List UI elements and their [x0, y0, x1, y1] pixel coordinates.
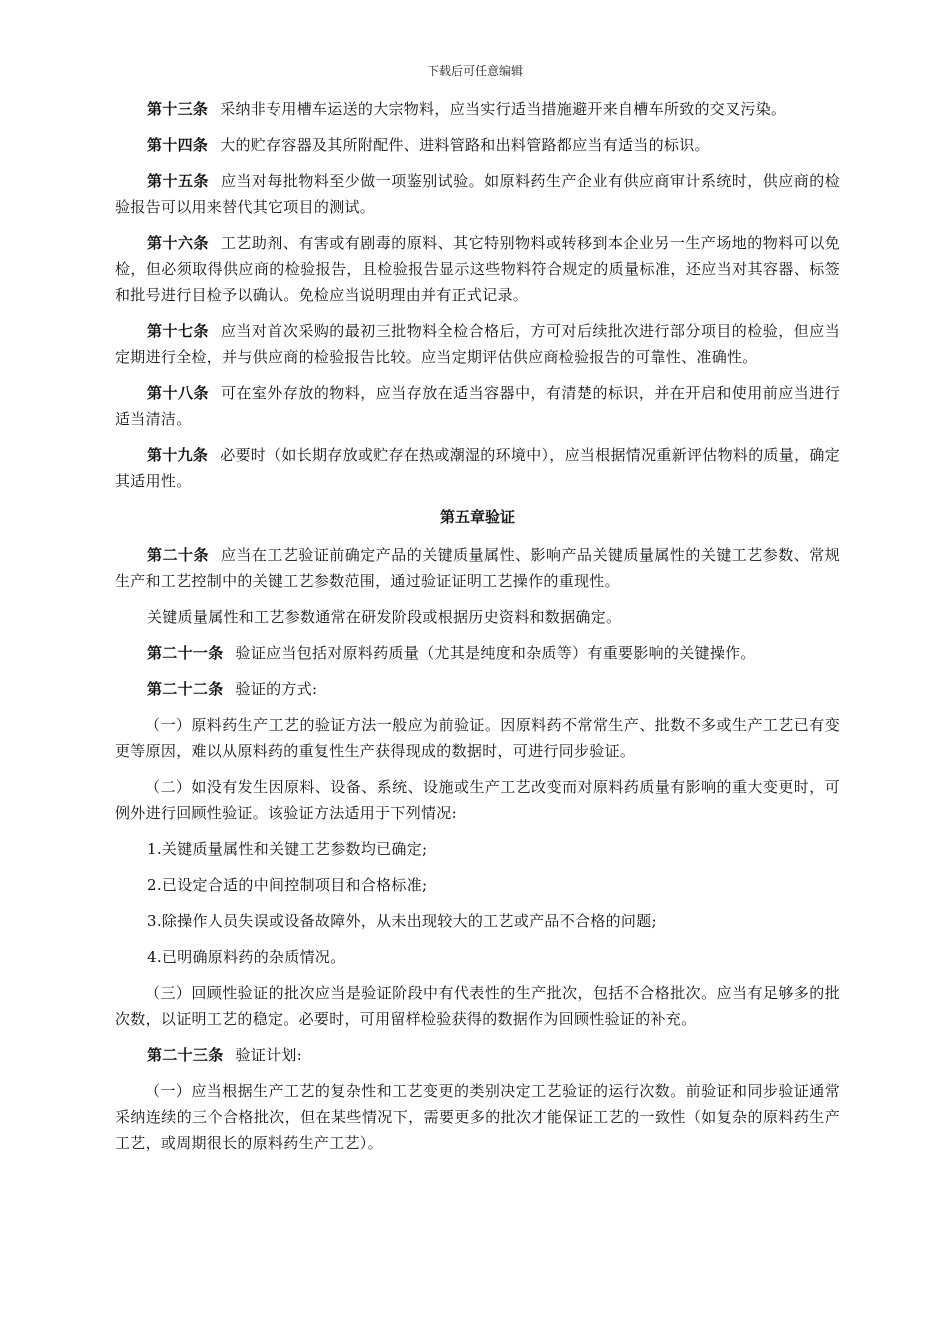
- document-body: [115, 96, 840, 1166]
- article-text: 应当对首次采购的最初三批物料全检合格后，方可对后续批次进行部分项目的检验，但应当定期进行全检，并与供应商的检验报告比较。应当定期评估供应商检验报告的可靠性、准确性。: [115, 322, 840, 366]
- article-text: 验证应当包括对原料药质量（尤其是纯度和杂质等）有重要影响的关键操作。: [235, 644, 756, 662]
- article-number: 第十九条: [147, 446, 209, 464]
- clause-22-3: [115, 980, 840, 1032]
- clause-22-1: [115, 712, 840, 764]
- article-number: 第十六条: [147, 234, 209, 252]
- article-text: 验证计划:: [235, 1046, 303, 1064]
- article-23: [115, 1042, 840, 1068]
- article-19: [115, 442, 840, 494]
- page-header: 下载后可任意编辑: [426, 64, 523, 78]
- article-20-note: [115, 604, 840, 630]
- article-number: 第十三条: [147, 100, 209, 118]
- list-item-1: [115, 836, 840, 862]
- article-13: [115, 96, 840, 122]
- article-text: 大的贮存容器及其所附配件、进料管路和出料管路都应当有适当的标识。: [220, 136, 710, 154]
- clause-text: （三）回顾性验证的批次应当是验证阶段中有代表性的生产批次，包括不合格批次。应当有足够多的批次数，以证明工艺的稳定。必要时，可用留样检验获得的数据作为回顾性验证的补充。: [115, 984, 840, 1028]
- chapter-title: 第五章验证: [439, 508, 515, 526]
- list-item-text: 1.关键质量属性和关键工艺参数均已确定;: [147, 840, 428, 858]
- article-16: [115, 230, 840, 308]
- clause-text: （一）原料药生产工艺的验证方法一般应为前验证。因原料药不常常生产、批数不多或生产工艺已有变更等原因，难以从原料药的重复性生产获得现成的数据时，可进行同步验证。: [115, 716, 840, 760]
- article-15: [115, 168, 840, 220]
- article-18: [115, 380, 840, 432]
- list-item-text: 3.除操作人员失误或设备故障外，从未出现较大的工艺或产品不合格的问题;: [147, 912, 657, 930]
- article-17: [115, 318, 840, 370]
- article-text: 应当对每批物料至少做一项鉴别试验。如原料药生产企业有供应商审计系统时，供应商的检验报告可以用来替代其它项目的测试。: [115, 172, 840, 216]
- list-item-4: [115, 944, 840, 970]
- clause-text: （一）应当根据生产工艺的复杂性和工艺变更的类别决定工艺验证的运行次数。前验证和同步验证通常采纳连续的三个合格批次，但在某些情况下，需要更多的批次才能保证工艺的一致性（如复杂的原料药生产工艺，或周期很长的原料药生产工艺）。: [115, 1082, 840, 1152]
- article-text: 应当在工艺验证前确定产品的关键质量属性、影响产品关键质量属性的关键工艺参数、常规生产和工艺控制中的关键工艺参数范围，通过验证证明工艺操作的重现性。: [115, 546, 840, 590]
- article-number: 第二十三条: [147, 1046, 224, 1064]
- article-number: 第十四条: [147, 136, 209, 154]
- article-number: 第十七条: [147, 322, 209, 340]
- article-number: 第十八条: [147, 384, 209, 402]
- article-text: 必要时（如长期存放或贮存在热或潮湿的环境中），应当根据情况重新评估物料的质量，确定其适用性。: [115, 446, 841, 490]
- clause-23-1: [115, 1078, 840, 1156]
- article-14: [115, 132, 840, 158]
- article-20: [115, 542, 840, 594]
- list-item-text: 2.已设定合适的中间控制项目和合格标准;: [147, 876, 428, 894]
- article-text: 可在室外存放的物料，应当存放在适当容器中，有清楚的标识，并在开启和使用前应当进行适当清洁。: [115, 384, 840, 428]
- list-item-2: [115, 872, 840, 898]
- article-number: 第二十条: [147, 546, 209, 564]
- article-number: 第二十二条: [147, 680, 224, 698]
- article-text: 采纳非专用槽车运送的大宗物料，应当实行适当措施避开来自槽车所致的交叉污染。: [220, 100, 787, 118]
- paragraph-text: 关键质量属性和工艺参数通常在研发阶段或根据历史资料和数据确定。: [147, 608, 622, 626]
- clause-22-2: [115, 774, 840, 826]
- article-text: 工艺助剂、有害或有剧毒的原料、其它特别物料或转移到本企业另一生产场地的物料可以免检，但必须取得供应商的检验报告，且检验报告显示这些物料符合规定的质量标准，还应当对其容器、标签和批号进行目检予以确认。免检应当说明理由并有正式记录。: [115, 234, 840, 304]
- article-number: 第二十一条: [147, 644, 224, 662]
- article-text: 验证的方式:: [235, 680, 318, 698]
- article-number: 第十五条: [147, 172, 209, 190]
- article-21: [115, 640, 840, 666]
- article-22: [115, 676, 840, 702]
- list-item-3: [115, 908, 840, 934]
- clause-text: （二）如没有发生因原料、设备、系统、设施或生产工艺改变而对原料药质量有影响的重大变更时，可例外进行回顾性验证。该验证方法适用于下列情况:: [115, 778, 840, 822]
- list-item-text: 4.已明确原料药的杂质情况。: [147, 948, 346, 966]
